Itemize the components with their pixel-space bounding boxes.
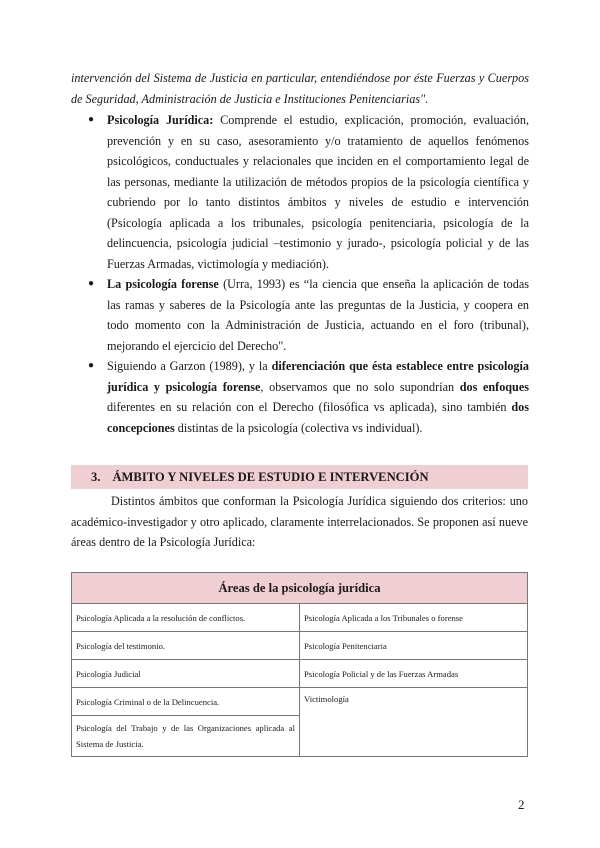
- table-cell: Psicología Criminal o de la Delincuencia.: [72, 688, 300, 716]
- table-cell: Psicología Aplicada a los Tribunales o forense: [300, 604, 528, 632]
- list-item: [88, 356, 529, 438]
- section-heading: [71, 465, 528, 489]
- table-cell: Psicología Penitenciaria: [300, 632, 528, 660]
- definition-text: Comprende el estudio, explicación, promoción, evaluación, prevención y en su caso, asesoramiento y/o tratamiento de aquellos fenómenos psicológicos, conductuales y relacionales que inciden en el comportamiento legal de las personas, mediante la utilización de métodos propios de la psicología científica y cubriendo por lo tanto distintos ámbitos y niveles de estudio e intervención (Psicología aplicada a los tribunales, psicología penitenciaria, psicología de la delincuencia, psicología judicial –testimonio y jurado-, psicología policial y de las Fuerzas Armadas, victimología y mediación).: [107, 113, 529, 271]
- body-text: Distintos ámbitos que conforman la Psicología Jurídica siguiendo dos criterios: uno académico-investigador y otro aplicado, claramente interrelacionados. Se proponen así nueve áreas dentro de la Psicología Jurídica:: [71, 494, 528, 549]
- term: La psicología forense: [107, 277, 219, 291]
- definition-text: (Urra, 1993) es “la ciencia que enseña la aplicación de todas las ramas y saberes de la Psicología ante las preguntas de la Justicia, y coopera en todo momento con la Administración de Justicia, actuando en el foro (tribunal), mejorando el ejercicio del Derecho".: [107, 277, 529, 353]
- section-title: ÁMBITO Y NIVELES DE ESTUDIO E INTERVENCIÓN: [112, 469, 429, 484]
- bullet-icon: ●: [88, 360, 95, 371]
- table-row: [72, 604, 528, 632]
- text: Siguiendo a Garzon (1989), y la: [107, 359, 272, 373]
- table-row: [72, 632, 528, 660]
- table-cell: Psicología del Trabajo y de las Organizaciones aplicada al Sistema de Justicia.: [72, 716, 300, 757]
- emphasis: dos enfoques: [459, 379, 529, 394]
- bullet-icon: ●: [88, 114, 95, 125]
- text: , observamos que no solo supondrían: [260, 379, 460, 394]
- list-item: [88, 274, 529, 356]
- text: diferentes en su relación con el Derecho (filosófica vs aplicada), sino también: [107, 400, 512, 414]
- table-cell: Psicología Policial y de las Fuerzas Armadas: [300, 660, 528, 688]
- bullet-icon: ●: [88, 278, 95, 289]
- intro-paragraph: intervención del Sistema de Justicia en particular, entendiéndose por éste Fuerzas y Cuerpos de Seguridad, Administración de Justicia e Instituciones Penitenciarias".: [71, 71, 529, 106]
- term: Psicología Jurídica:: [107, 113, 214, 127]
- emphasis: dos concepciones: [107, 400, 529, 435]
- table-row: [72, 688, 528, 716]
- text: distintas de la psicología (colectiva vs individual).: [174, 420, 423, 435]
- page-number: 2: [518, 797, 525, 812]
- areas-table: [71, 572, 528, 757]
- table-cell: Victimología: [300, 688, 528, 757]
- definitions-list: [88, 110, 529, 438]
- emphasis: diferenciación que ésta establece entre psicología jurídica y psicología forense: [107, 359, 530, 394]
- table-cell: Psicología Judicial: [72, 660, 300, 688]
- list-item: [88, 110, 529, 274]
- section-number: 3.: [91, 469, 101, 484]
- body-paragraph: [71, 491, 528, 553]
- table-cell: Psicología del testimonio.: [72, 632, 300, 660]
- table-header: Áreas de la psicología jurídica: [72, 573, 528, 604]
- table-row: [72, 660, 528, 688]
- table-cell: Psicología Aplicada a la resolución de conflictos.: [72, 604, 300, 632]
